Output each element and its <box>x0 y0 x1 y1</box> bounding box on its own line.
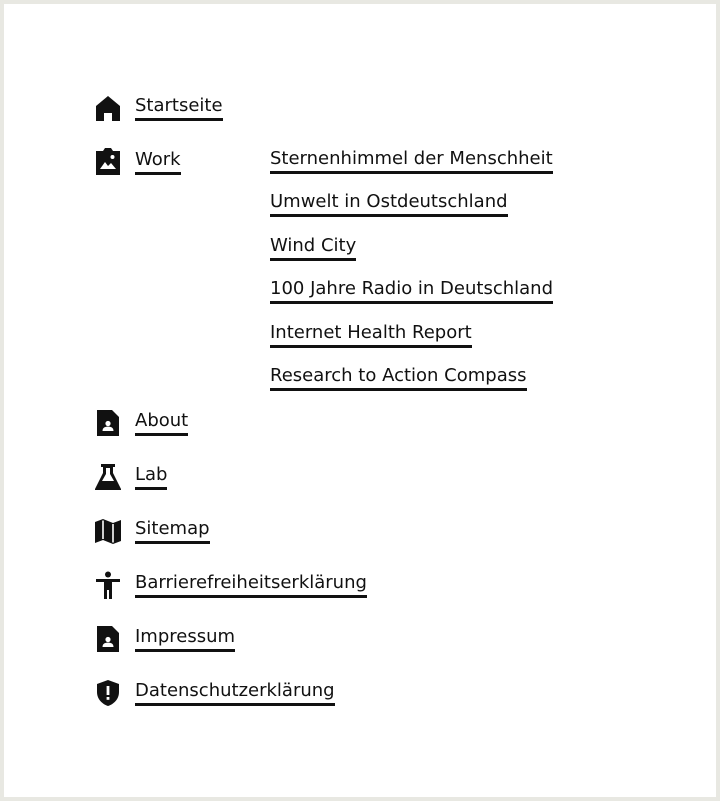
about-link[interactable]: About <box>135 409 188 436</box>
accessibility-icon <box>94 571 122 599</box>
lab-link[interactable]: Lab <box>135 463 167 490</box>
sitemap-link[interactable]: Sitemap <box>135 517 210 544</box>
project-link-umwelt[interactable]: Umwelt in Ostdeutschland <box>270 190 508 217</box>
project-link-radio[interactable]: 100 Jahre Radio in Deutschland <box>270 277 553 304</box>
project-link-research-compass[interactable]: Research to Action Compass <box>270 364 527 391</box>
home-icon <box>94 94 122 122</box>
shield-alert-icon <box>94 679 122 707</box>
image-portrait-icon <box>94 148 122 176</box>
user-document-icon <box>94 625 122 653</box>
site-navigation <box>4 4 716 797</box>
project-link-wind-city[interactable]: Wind City <box>270 234 356 261</box>
barrierefreiheit-link[interactable]: Barrierefreiheitserklärung <box>135 571 367 598</box>
map-icon <box>94 517 122 545</box>
user-document-icon <box>94 409 122 437</box>
flask-icon <box>94 463 122 491</box>
datenschutz-link[interactable]: Datenschutzerklärung <box>135 679 335 706</box>
project-link-sternenhimmel[interactable]: Sternenhimmel der Menschheit <box>270 147 553 174</box>
impressum-link[interactable]: Impressum <box>135 625 235 652</box>
project-link-internet-health[interactable]: Internet Health Report <box>270 321 472 348</box>
startseite-link[interactable]: Startseite <box>135 94 223 121</box>
page <box>4 4 716 797</box>
work-link[interactable]: Work <box>135 148 181 175</box>
